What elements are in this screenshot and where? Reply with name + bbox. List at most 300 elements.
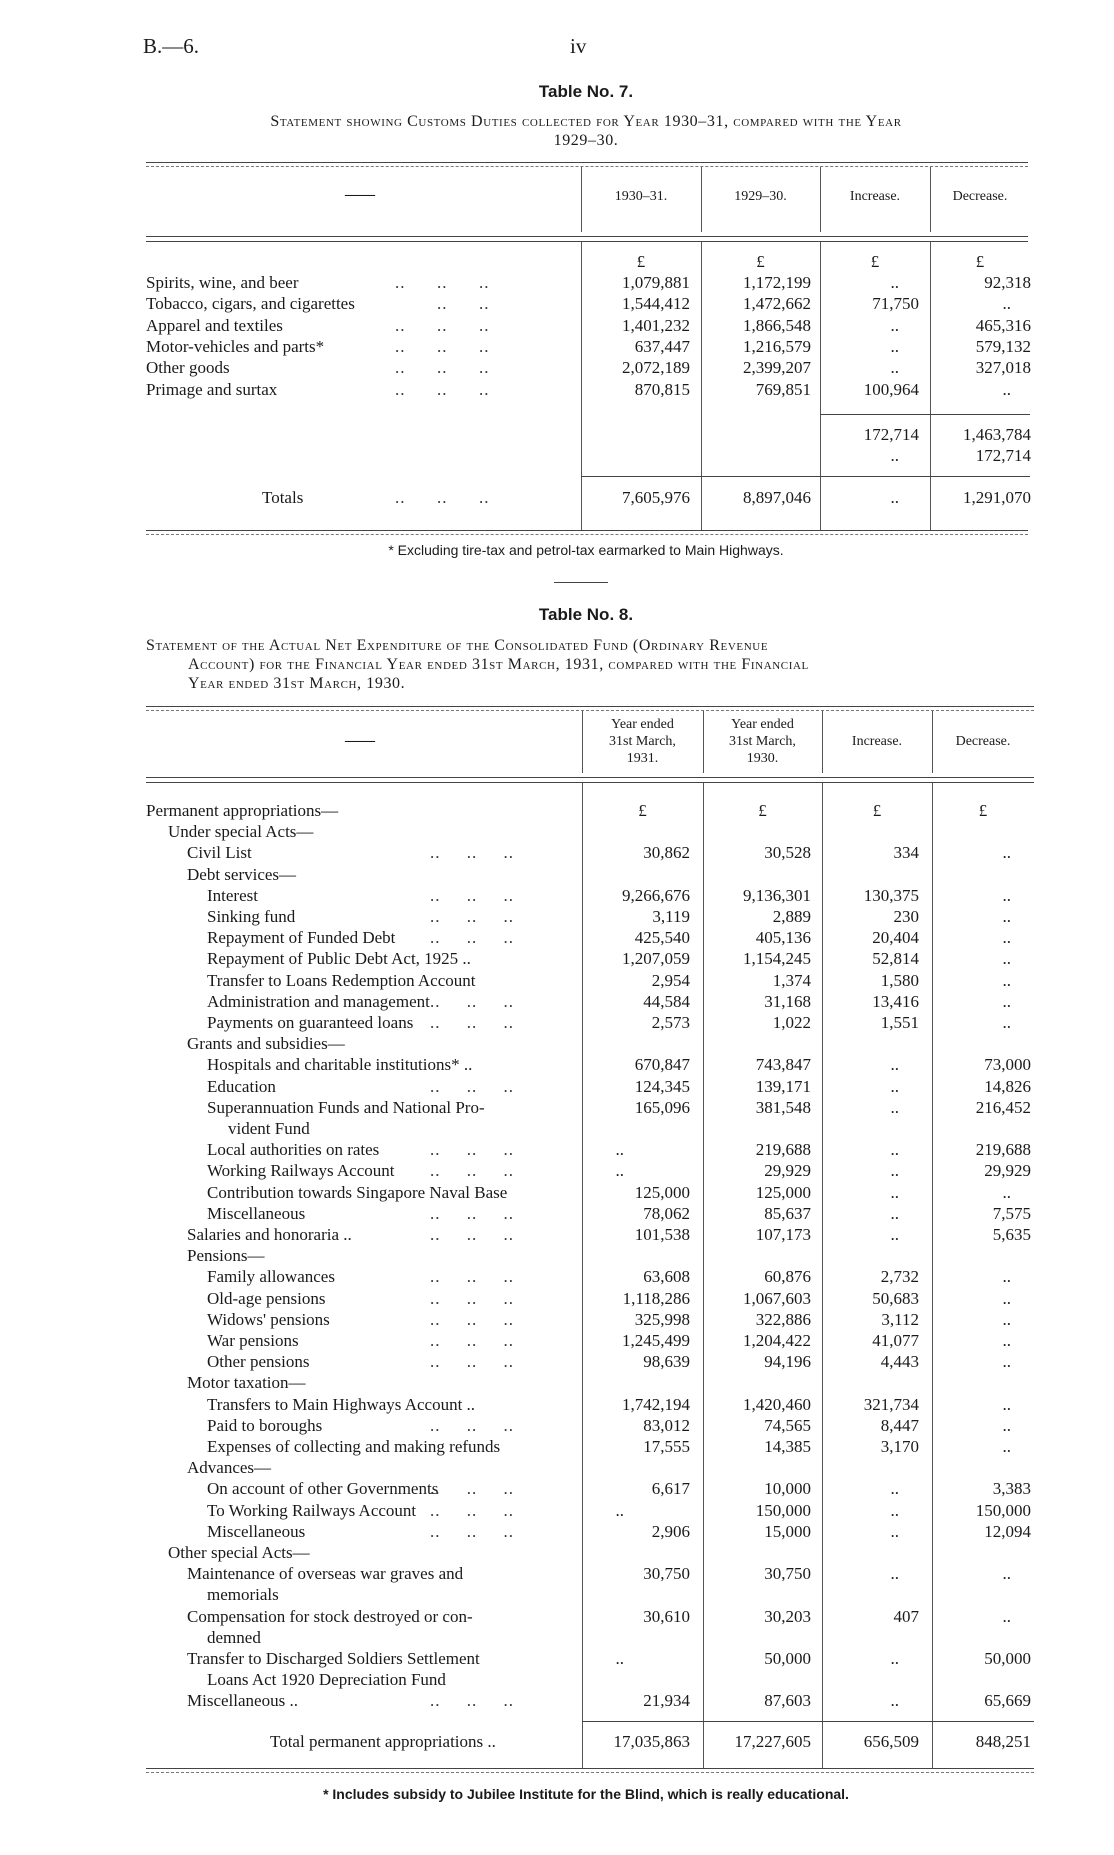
cell-c1: 3,119 bbox=[652, 907, 690, 926]
table-row bbox=[0, 1288, 1114, 1309]
leader-dots: .. .. .. bbox=[430, 1077, 514, 1096]
cell-c2: 85,637 bbox=[764, 1204, 811, 1223]
cell-c1: 1,742,194 bbox=[622, 1395, 690, 1414]
table-row bbox=[0, 1033, 1114, 1054]
row-label: Compensation for stock destroyed or con- bbox=[187, 1607, 473, 1626]
table8-colhead-decrease: Decrease. bbox=[955, 734, 1011, 749]
cell-c3: 50,683 bbox=[872, 1289, 919, 1308]
cell-c2: 30,528 bbox=[764, 843, 811, 862]
cell-c2: 1,022 bbox=[772, 1013, 811, 1032]
row-label: Payments on guaranteed loans bbox=[207, 1013, 414, 1032]
cell-c1: 6,617 bbox=[651, 1479, 690, 1498]
row-label: Motor-vehicles and parts* bbox=[146, 337, 325, 356]
cell-c4: .. bbox=[1002, 1564, 1011, 1583]
table-row bbox=[0, 1076, 1114, 1097]
cell-c4: .. bbox=[1002, 294, 1011, 313]
cell-c1: 30,750 bbox=[643, 1564, 690, 1583]
cell-c4: 29,929 bbox=[984, 1161, 1031, 1180]
leader-dots: .. .. .. bbox=[430, 1161, 514, 1180]
row-label: Under special Acts— bbox=[168, 822, 314, 841]
row-label: Education bbox=[207, 1077, 276, 1096]
cell-c1: 78,062 bbox=[643, 1204, 690, 1223]
table-row bbox=[0, 1266, 1114, 1287]
table7-offset-row bbox=[0, 445, 1114, 466]
row-label: Permanent appropriations— bbox=[146, 801, 339, 820]
colhead-line: 31st March, bbox=[609, 734, 676, 749]
table-row bbox=[0, 357, 1114, 378]
table-row bbox=[0, 1203, 1114, 1224]
row-label: Transfer to Discharged Soldiers Settlement bbox=[187, 1649, 480, 1668]
cell-c2: 1,154,245 bbox=[743, 949, 811, 968]
cell-c1: 101,538 bbox=[634, 1225, 690, 1244]
cell-c2: 1,067,603 bbox=[743, 1289, 811, 1308]
table7-subtotal-rule bbox=[820, 414, 1030, 415]
table-row bbox=[0, 1372, 1114, 1393]
cell-c1: 17,555 bbox=[643, 1437, 690, 1456]
cell-c2: 1,204,422 bbox=[743, 1331, 811, 1350]
colhead-line: 31st March, bbox=[729, 734, 796, 749]
table-row bbox=[0, 1351, 1114, 1372]
leader-dots: .. .. .. bbox=[395, 316, 490, 335]
cell-c1: 30,862 bbox=[643, 843, 690, 862]
row-label: Hospitals and charitable institutions* .. bbox=[207, 1055, 473, 1074]
row-label: Other goods bbox=[146, 358, 230, 377]
cell-c4: 327,018 bbox=[975, 358, 1031, 377]
table8-total-increase: 656,509 bbox=[863, 1732, 919, 1751]
table7-colhead-decrease: Decrease. bbox=[952, 189, 1008, 204]
row-label: Civil List bbox=[187, 843, 252, 862]
table7-total-1930-31: 7,605,976 bbox=[622, 488, 690, 507]
row-label: Working Railways Account bbox=[207, 1161, 395, 1180]
table-row bbox=[0, 1245, 1114, 1266]
row-label: Loans Act 1920 Depreciation Fund bbox=[207, 1670, 446, 1689]
cell-c2: 94,196 bbox=[764, 1352, 811, 1371]
cell-c4: .. bbox=[1002, 843, 1011, 862]
row-label: Widows' pensions bbox=[207, 1310, 330, 1329]
table-row bbox=[0, 293, 1114, 314]
cell-c4: .. bbox=[1002, 1416, 1011, 1435]
table7-subtotal-increase: 172,714 bbox=[863, 425, 919, 444]
table8-total-1930: 17,227,605 bbox=[734, 1732, 811, 1751]
table8-total-rule bbox=[582, 1721, 1034, 1722]
cell-c3: 52,814 bbox=[872, 949, 919, 968]
table-row bbox=[0, 864, 1114, 885]
cell-c3: 334 bbox=[893, 843, 919, 862]
cell-c2: 31,168 bbox=[764, 992, 811, 1011]
table-row bbox=[0, 1478, 1114, 1499]
cell-c4: 465,316 bbox=[975, 316, 1031, 335]
cell-c4: .. bbox=[1002, 1437, 1011, 1456]
cell-c3: .. bbox=[890, 1140, 899, 1159]
unit-pound: £ bbox=[978, 801, 988, 820]
cell-c1: 44,584 bbox=[643, 992, 690, 1011]
cell-c2: 107,173 bbox=[755, 1225, 811, 1244]
cell-c4: .. bbox=[1002, 380, 1011, 399]
cell-c2: 15,000 bbox=[764, 1522, 811, 1541]
leader-dots: .. .. .. bbox=[395, 337, 490, 356]
cell-c4: .. bbox=[1002, 971, 1011, 990]
leader-dots: .. .. .. bbox=[395, 380, 490, 399]
row-label: vident Fund bbox=[228, 1119, 310, 1138]
leader-dots: .. .. .. bbox=[430, 1289, 514, 1308]
table-row bbox=[0, 1330, 1114, 1351]
row-label: Miscellaneous bbox=[207, 1204, 306, 1223]
cell-c1: 1,118,286 bbox=[622, 1289, 690, 1308]
cell-c2: 1,866,548 bbox=[743, 316, 811, 335]
row-label: Expenses of collecting and making refunds bbox=[207, 1437, 501, 1456]
table8-total-label: Total permanent appropriations .. bbox=[270, 1732, 496, 1751]
cell-c4: 579,132 bbox=[975, 337, 1031, 356]
cell-c3: 3,170 bbox=[880, 1437, 919, 1456]
table7-bottom-rule-2 bbox=[146, 534, 1028, 535]
table-row bbox=[0, 948, 1114, 969]
colhead-line: Year ended bbox=[731, 717, 794, 732]
row-label: Repayment of Public Debt Act, 1925 .. bbox=[207, 949, 471, 968]
cell-c2: 1,172,199 bbox=[743, 273, 811, 292]
table7-subtotal-row bbox=[0, 424, 1114, 445]
table8-colhead-increase: Increase. bbox=[851, 734, 903, 749]
table-row bbox=[0, 1160, 1114, 1181]
table8-subtitle bbox=[146, 636, 1034, 693]
cell-c2: 150,000 bbox=[755, 1501, 811, 1520]
table-row bbox=[0, 800, 1114, 821]
table7-total-increase: .. bbox=[890, 488, 899, 507]
cell-c2: 405,136 bbox=[755, 928, 811, 947]
table8-top-rule bbox=[146, 706, 1034, 707]
cell-c3: .. bbox=[890, 337, 899, 356]
cell-c1: .. bbox=[615, 1140, 624, 1159]
row-label: Repayment of Funded Debt bbox=[207, 928, 396, 947]
cell-c4: 5,635 bbox=[992, 1225, 1031, 1244]
cell-c2: 1,374 bbox=[772, 971, 811, 990]
cell-c2: 87,603 bbox=[764, 1691, 811, 1710]
table-row bbox=[0, 1054, 1114, 1075]
cell-c3: 321,734 bbox=[863, 1395, 919, 1414]
table-row bbox=[0, 821, 1114, 842]
cell-c3: .. bbox=[890, 1691, 899, 1710]
table7-offset-decrease: 172,714 bbox=[975, 446, 1031, 465]
cell-c1: 1,401,232 bbox=[622, 316, 690, 335]
cell-c3: .. bbox=[890, 1098, 899, 1117]
cell-c1: 63,608 bbox=[643, 1267, 690, 1286]
unit-pound: £ bbox=[636, 252, 646, 271]
cell-c1: 2,954 bbox=[651, 971, 690, 990]
table-row bbox=[0, 1139, 1114, 1160]
row-label: Other pensions bbox=[207, 1352, 310, 1371]
cell-c1: 9,266,676 bbox=[622, 886, 690, 905]
table8-colhead-blank: —— bbox=[345, 733, 375, 749]
unit-pound: £ bbox=[758, 801, 767, 820]
table-row bbox=[0, 1457, 1114, 1478]
table-row bbox=[0, 1648, 1114, 1669]
table7-totals-label: Totals bbox=[262, 488, 304, 507]
cell-c3: .. bbox=[890, 1501, 899, 1520]
leader-dots: .. .. .. bbox=[430, 1416, 514, 1435]
table-row bbox=[0, 1182, 1114, 1203]
leader-dots: .. .. .. bbox=[430, 1140, 514, 1159]
table7-colhead-increase: Increase. bbox=[849, 189, 901, 204]
table8-header-rule-2 bbox=[146, 782, 1034, 783]
row-label: Interest bbox=[207, 886, 258, 905]
row-label: memorials bbox=[207, 1585, 279, 1604]
row-label: To Working Railways Account bbox=[207, 1501, 417, 1520]
table-row bbox=[0, 885, 1114, 906]
cell-c2: 10,000 bbox=[764, 1479, 811, 1498]
table8-subtitle-line3: Year ended 31st March, 1930. bbox=[188, 675, 406, 692]
colhead-line: Year ended bbox=[611, 717, 674, 732]
table8-colhead-1931 bbox=[582, 716, 703, 767]
row-label: Transfers to Main Highways Account .. bbox=[207, 1395, 476, 1414]
row-label: Pensions— bbox=[187, 1246, 265, 1265]
table7-offset-increase: .. bbox=[890, 446, 899, 465]
cell-c1: 2,573 bbox=[651, 1013, 690, 1032]
row-label: Other special Acts— bbox=[168, 1543, 310, 1562]
cell-c2: 14,385 bbox=[764, 1437, 811, 1456]
cell-c4: .. bbox=[1002, 1331, 1011, 1350]
table7-bottom-rule bbox=[146, 530, 1028, 531]
leader-dots: .. .. .. bbox=[430, 1522, 514, 1541]
table7-units-row bbox=[0, 251, 1114, 272]
cell-c4: .. bbox=[1002, 1013, 1011, 1032]
leader-dots: .. .. .. bbox=[430, 1310, 514, 1329]
page-number: iv bbox=[570, 34, 587, 58]
cell-c2: 9,136,301 bbox=[743, 886, 811, 905]
cell-c1: 425,540 bbox=[634, 928, 690, 947]
cell-c1: .. bbox=[615, 1649, 624, 1668]
cell-c3: 1,551 bbox=[880, 1013, 919, 1032]
cell-c3: 20,404 bbox=[872, 928, 919, 947]
leader-dots: .. .. .. bbox=[430, 1267, 514, 1286]
cell-c3: .. bbox=[890, 1055, 899, 1074]
table7-colhead-1930-31: 1930–31. bbox=[614, 189, 668, 204]
cell-c3: 3,112 bbox=[881, 1310, 919, 1329]
cell-c4: 65,669 bbox=[984, 1691, 1031, 1710]
leader-dots: .. .. .. bbox=[430, 1479, 514, 1498]
table-row bbox=[0, 991, 1114, 1012]
table-row bbox=[0, 1224, 1114, 1245]
cell-c4: .. bbox=[1002, 928, 1011, 947]
cell-c4: .. bbox=[1002, 886, 1011, 905]
cell-c1: 2,906 bbox=[651, 1522, 690, 1541]
table-row bbox=[0, 1436, 1114, 1457]
cell-c1: 1,544,412 bbox=[622, 294, 690, 313]
unit-pound: £ bbox=[975, 252, 985, 271]
cell-c4: 12,094 bbox=[984, 1522, 1031, 1541]
row-label: On account of other Governments bbox=[207, 1479, 439, 1498]
cell-c3: .. bbox=[890, 1479, 899, 1498]
cell-c1: 870,815 bbox=[634, 380, 690, 399]
table7-header-rule-2 bbox=[146, 241, 1028, 242]
cell-c1: 165,096 bbox=[634, 1098, 690, 1117]
cell-c3: 2,732 bbox=[880, 1267, 919, 1286]
cell-c1: 325,998 bbox=[634, 1310, 690, 1329]
table-row bbox=[0, 272, 1114, 293]
cell-c1: 83,012 bbox=[643, 1416, 690, 1435]
leader-dots: .. .. .. bbox=[430, 1501, 514, 1520]
table8-footnote: * Includes subsidy to Jubilee Institute for the Blind, which is really educational. bbox=[323, 1786, 849, 1802]
cell-c2: 1,472,662 bbox=[743, 294, 811, 313]
leader-dots: .. .. .. bbox=[430, 928, 514, 947]
cell-c1: 670,847 bbox=[634, 1055, 690, 1074]
table-row bbox=[0, 842, 1114, 863]
table7-total-1929-30: 8,897,046 bbox=[743, 488, 811, 507]
colhead-line: 1930. bbox=[746, 751, 779, 766]
table-row bbox=[0, 1563, 1114, 1584]
unit-pound: £ bbox=[870, 252, 880, 271]
cell-c2: 50,000 bbox=[764, 1649, 811, 1668]
cell-c1: .. bbox=[615, 1501, 624, 1520]
cell-c4: 92,318 bbox=[984, 273, 1031, 292]
table-row bbox=[0, 906, 1114, 927]
cell-c2: 381,548 bbox=[755, 1098, 811, 1117]
cell-c3: 4,443 bbox=[880, 1352, 919, 1371]
cell-c4: .. bbox=[1002, 1310, 1011, 1329]
row-label: Old-age pensions bbox=[207, 1289, 326, 1308]
cell-c4: .. bbox=[1002, 1289, 1011, 1308]
cell-c3: 230 bbox=[893, 907, 919, 926]
cell-c2: 74,565 bbox=[764, 1416, 811, 1435]
table-row bbox=[0, 1606, 1114, 1627]
leader-dots: .. .. .. bbox=[395, 273, 490, 292]
cell-c3: 1,580 bbox=[880, 971, 919, 990]
cell-c3: .. bbox=[890, 1204, 899, 1223]
cell-c3: .. bbox=[890, 1077, 899, 1096]
table-row bbox=[0, 1309, 1114, 1330]
unit-pound: £ bbox=[756, 252, 765, 271]
cell-c2: 29,929 bbox=[764, 1161, 811, 1180]
cell-c4: .. bbox=[1002, 1607, 1011, 1626]
table8-header-rule bbox=[146, 777, 1034, 778]
table8-subtitle-line2: Account) for the Financial Year ended 31st March, 1931, compared with the Financial bbox=[188, 656, 809, 673]
cell-c4: .. bbox=[1002, 1267, 1011, 1286]
table-row bbox=[0, 1627, 1114, 1648]
cell-c2: 2,399,207 bbox=[743, 358, 811, 377]
table7-title: Table No. 7. bbox=[538, 82, 634, 101]
cell-c1: 124,345 bbox=[634, 1077, 690, 1096]
cell-c3: 41,077 bbox=[872, 1331, 919, 1350]
row-label: Superannuation Funds and National Pro- bbox=[207, 1098, 485, 1117]
table-row bbox=[0, 1394, 1114, 1415]
cell-c1: 125,000 bbox=[634, 1183, 690, 1202]
cell-c2: 30,750 bbox=[764, 1564, 811, 1583]
table8-total-1931: 17,035,863 bbox=[613, 1732, 690, 1751]
leader-dots: .. .. bbox=[395, 294, 490, 313]
cell-c3: .. bbox=[890, 316, 899, 335]
cell-c1: 98,639 bbox=[643, 1352, 690, 1371]
cell-c3: .. bbox=[890, 358, 899, 377]
row-label: Motor taxation— bbox=[187, 1373, 306, 1392]
table8-total-decrease: 848,251 bbox=[975, 1732, 1031, 1751]
cell-c2: 139,171 bbox=[755, 1077, 811, 1096]
cell-c4: .. bbox=[1002, 1183, 1011, 1202]
cell-c3: 71,750 bbox=[872, 294, 919, 313]
cell-c2: 2,889 bbox=[772, 907, 811, 926]
cell-c4: 73,000 bbox=[984, 1055, 1031, 1074]
table8-title: Table No. 8. bbox=[538, 605, 634, 624]
table-row bbox=[0, 1542, 1114, 1563]
cell-c1: 21,934 bbox=[643, 1691, 690, 1710]
table7-footnote: * Excluding tire-tax and petrol-tax earmarked to Main Highways. bbox=[388, 542, 784, 558]
cell-c4: 216,452 bbox=[975, 1098, 1031, 1117]
table-row bbox=[0, 1584, 1114, 1605]
table-row bbox=[0, 970, 1114, 991]
table7-colhead-1929-30: 1929–30. bbox=[734, 189, 787, 204]
cell-c3: 407 bbox=[893, 1607, 919, 1626]
cell-c4: .. bbox=[1002, 1395, 1011, 1414]
table-row bbox=[0, 1669, 1114, 1690]
leader-dots: .. .. .. bbox=[430, 907, 514, 926]
cell-c3: .. bbox=[890, 1649, 899, 1668]
cell-c4: 219,688 bbox=[975, 1140, 1031, 1159]
table8-total-row bbox=[0, 1731, 1114, 1752]
leader-dots: .. .. .. bbox=[430, 843, 514, 862]
cell-c1: 1,245,499 bbox=[622, 1331, 690, 1350]
section-separator bbox=[554, 582, 608, 583]
table7-total-decrease: 1,291,070 bbox=[963, 488, 1031, 507]
row-label: Sinking fund bbox=[207, 907, 296, 926]
cell-c2: 60,876 bbox=[764, 1267, 811, 1286]
table7-top-rule-2 bbox=[146, 166, 1028, 167]
row-label: Apparel and textiles bbox=[146, 316, 283, 335]
table-row bbox=[0, 1521, 1114, 1542]
row-label: Spirits, wine, and beer bbox=[146, 273, 299, 292]
cell-c2: 1,420,460 bbox=[743, 1395, 811, 1414]
cell-c3: .. bbox=[890, 1564, 899, 1583]
table7-subtitle-line1: Statement showing Customs Duties collected for Year 1930–31, compared with the Year bbox=[270, 113, 902, 130]
table8-top-rule-2 bbox=[146, 710, 1034, 711]
table7-totals-row: Totals .. .. .. 7,605,976 8,897,046 .. 1,291,070 bbox=[262, 488, 1031, 507]
table-row bbox=[0, 1690, 1114, 1711]
cell-c1: 1,079,881 bbox=[622, 273, 690, 292]
leader-dots: .. .. .. bbox=[430, 992, 514, 1011]
cell-c2: 1,216,579 bbox=[743, 337, 811, 356]
table-row bbox=[0, 315, 1114, 336]
leader-dots: .. .. .. bbox=[430, 886, 514, 905]
cell-c3: 8,447 bbox=[880, 1416, 919, 1435]
cell-c1: 2,072,189 bbox=[622, 358, 690, 377]
table7-colhead-blank: —— bbox=[345, 187, 375, 203]
cell-c3: .. bbox=[890, 1522, 899, 1541]
cell-c3: 130,375 bbox=[863, 886, 919, 905]
cell-c3: .. bbox=[890, 1183, 899, 1202]
leader-dots: .. .. .. bbox=[430, 1691, 514, 1710]
cell-c2: 219,688 bbox=[755, 1140, 811, 1159]
table-row bbox=[0, 379, 1114, 400]
cell-c4: 150,000 bbox=[975, 1501, 1031, 1520]
cell-c3: .. bbox=[890, 1161, 899, 1180]
row-label: Family allowances bbox=[207, 1267, 335, 1286]
cell-c2: 30,203 bbox=[764, 1607, 811, 1626]
unit-pound: £ bbox=[638, 801, 647, 820]
leader-dots: .. .. .. bbox=[430, 1013, 514, 1032]
cell-c4: 7,575 bbox=[992, 1204, 1031, 1223]
leader-dots: .. .. .. bbox=[430, 1225, 514, 1244]
row-label: Paid to boroughs bbox=[207, 1416, 323, 1435]
page-reference: B.—6. bbox=[143, 34, 200, 58]
leader-dots: .. .. .. bbox=[430, 1204, 514, 1223]
table-row bbox=[0, 1012, 1114, 1033]
table7-subtitle-line2: 1929–30. bbox=[553, 132, 619, 149]
cell-c1: 637,447 bbox=[634, 337, 690, 356]
table-row bbox=[0, 927, 1114, 948]
table7-subtotal-decrease: 1,463,784 bbox=[963, 425, 1031, 444]
cell-c2: 743,847 bbox=[755, 1055, 811, 1074]
table8-bottom-rule bbox=[146, 1768, 1034, 1769]
row-label: Tobacco, cigars, and cigarettes bbox=[146, 294, 355, 313]
table8-colhead-1930 bbox=[703, 716, 822, 767]
row-label: Advances— bbox=[187, 1458, 272, 1477]
cell-c4: 50,000 bbox=[984, 1649, 1031, 1668]
